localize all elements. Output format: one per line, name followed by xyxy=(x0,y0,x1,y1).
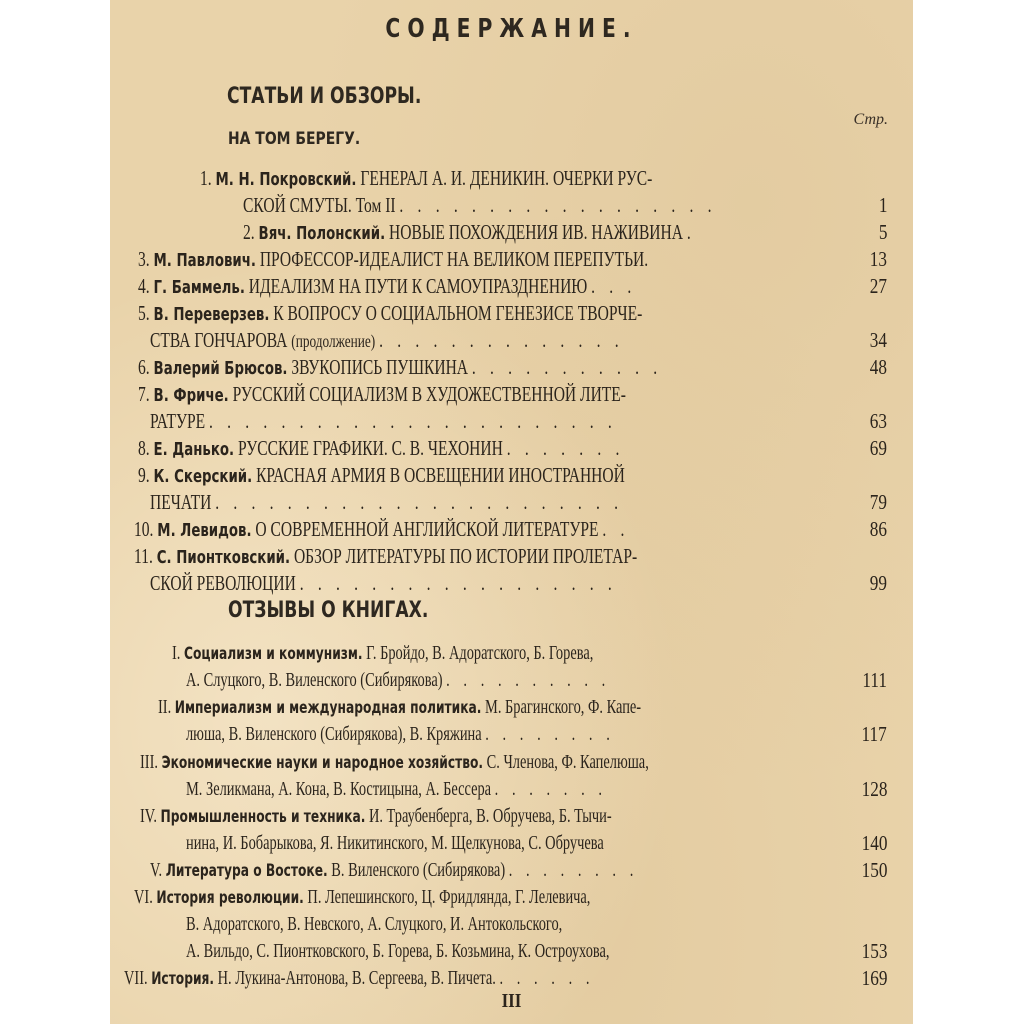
entry-number: 5. xyxy=(138,301,150,325)
toc-entry-7-cont xyxy=(110,408,913,434)
entry-topic: Империализм и международная политика. xyxy=(174,698,482,718)
toc-entry-3 xyxy=(110,246,913,272)
entry-number: VI. xyxy=(134,886,153,908)
review-entry-3-cont xyxy=(110,776,913,802)
page-number: III xyxy=(501,990,522,1012)
leader-dots: . . . . . . . xyxy=(506,436,625,460)
book-page xyxy=(110,0,913,1024)
entry-title: ОБЗОР ЛИТЕРАТУРЫ ПО ИСТОРИИ ПРОЛЕТАР- xyxy=(293,544,638,568)
entry-topic: Экономические науки и народное хозяйство. xyxy=(161,753,484,773)
entry-page: 13 xyxy=(869,247,887,271)
entry-topic: Литература о Востоке. xyxy=(165,861,328,881)
leader-dots: . . . . . . . . . . . . . . xyxy=(379,328,624,352)
entry-page: 111 xyxy=(862,668,887,692)
review-entry-1 xyxy=(110,640,913,666)
entry-number: 7. xyxy=(138,382,150,406)
entry-author: Валерий Брюсов. xyxy=(153,358,288,379)
entry-page: 153 xyxy=(861,939,887,963)
toc-entry-9-cont xyxy=(110,489,913,515)
entry-topic: История революции. xyxy=(156,888,304,908)
entry-page: 27 xyxy=(869,274,887,298)
entry-author: Е. Данько. xyxy=(153,439,235,460)
entry-authors-cont: А. Слуцкого, В. Виленского (Сибирякова) xyxy=(186,669,443,691)
entry-author: С. Пионтковский. xyxy=(156,547,291,568)
entry-page: 86 xyxy=(869,517,887,541)
review-entry-4-cont xyxy=(110,830,913,856)
toc-entry-11-cont xyxy=(110,570,913,596)
subsection-heading: НА ТОМ БЕРЕГУ. xyxy=(228,129,361,149)
entry-author: М. Левидов. xyxy=(157,520,252,541)
review-entry-6-cont2 xyxy=(110,938,913,964)
toc-entry-2 xyxy=(110,219,913,245)
toc-entry-6 xyxy=(110,354,913,380)
entry-author: М. Павлович. xyxy=(153,250,256,271)
entry-title: РУССКИЙ СОЦИАЛИЗМ В ХУДОЖЕСТВЕННОЙ ЛИТЕ- xyxy=(232,382,626,406)
entry-title-cont: СКОЙ РЕВОЛЮЦИИ xyxy=(150,571,296,595)
entry-topic: Социализм и коммунизм. xyxy=(184,644,363,664)
entry-page: 79 xyxy=(869,490,887,514)
entry-authors-cont: А. Вильдо, С. Пионтковского, Б. Горева, Б. Козьмина, К. Остроухова, xyxy=(186,940,610,962)
entry-authors-cont: М. Зеликмана, А. Кона, В. Костицына, А. Бессера xyxy=(186,778,492,800)
entry-authors: В. Виленского (Сибирякова) xyxy=(331,859,506,881)
toc-entry-10 xyxy=(110,516,913,542)
toc-entry-4 xyxy=(110,273,913,299)
entry-number: V. xyxy=(150,859,163,881)
leader-dots: . . . . . . xyxy=(499,967,595,989)
entry-number: 4. xyxy=(138,274,150,298)
entry-topic: История. xyxy=(151,969,215,989)
page-column-label: Стр. xyxy=(853,111,888,128)
entry-page: 5 xyxy=(878,220,887,244)
toc-entry-5 xyxy=(110,300,913,326)
toc-entry-11 xyxy=(110,543,913,569)
entry-number: IV. xyxy=(140,805,157,827)
entry-page: 117 xyxy=(861,722,887,746)
leader-dots: . . . . . . . . . . . . . . . . . . . . . . . xyxy=(209,409,617,433)
entry-author: М. Н. Покровский. xyxy=(215,169,357,190)
entry-title: К ВОПРОСУ О СОЦИАЛЬНОМ ГЕНЕЗИСЕ ТВОРЧЕ- xyxy=(273,301,643,325)
review-entry-2-cont xyxy=(110,721,913,747)
entry-title: ГЕНЕРАЛ А. И. ДЕНИКИН. ОЧЕРКИ РУС- xyxy=(360,166,653,190)
entry-title-cont: СКОЙ СМУТЫ. Том II xyxy=(243,193,396,217)
section-heading-reviews: ОТЗЫВЫ О КНИГАХ. xyxy=(228,598,429,623)
toc-entry-8 xyxy=(110,435,913,461)
review-entry-4 xyxy=(110,803,913,829)
entry-note: (продолжение) xyxy=(291,331,376,351)
entry-number: VII. xyxy=(124,967,148,989)
leader-dots: . . . . . . . . . . . . . . . . . . xyxy=(399,193,717,217)
entry-authors: М. Брагинского, Ф. Капе- xyxy=(485,696,642,718)
review-entry-6 xyxy=(110,884,913,910)
entry-page: 150 xyxy=(861,858,887,882)
review-entry-2 xyxy=(110,694,913,720)
entry-number: II. xyxy=(158,696,172,718)
entry-number: 8. xyxy=(138,436,150,460)
entry-page: 34 xyxy=(869,328,887,352)
entry-author: В. Фриче. xyxy=(153,385,229,406)
entry-page: 140 xyxy=(861,831,887,855)
entry-title: ИДЕАЛИЗМ НА ПУТИ К САМОУПРАЗДНЕНИЮ xyxy=(248,274,588,298)
entry-authors: Н. Лукина-Антонова, В. Сергеева, В. Пичета. xyxy=(217,967,496,989)
entry-page: 48 xyxy=(869,355,887,379)
entry-author: В. Переверзев. xyxy=(153,304,270,325)
entry-number: 9. xyxy=(138,463,150,487)
leader-dots: . xyxy=(686,220,696,244)
entry-authors-cont: В. Адоратского, В. Невского, А. Слуцкого, И. Антокольского, xyxy=(186,913,563,935)
section-heading-articles: СТАТЬИ И ОБЗОРЫ. xyxy=(227,84,422,109)
entry-page: 128 xyxy=(861,777,887,801)
leader-dots: . . . . . . . . xyxy=(508,859,639,881)
leader-dots: . . . xyxy=(591,274,637,298)
review-entry-7 xyxy=(110,965,913,991)
entry-title: ЗВУКОПИСЬ ПУШКИНА xyxy=(291,355,469,379)
leader-dots: . . . . . . . . . . . . . . . . . . xyxy=(299,571,617,595)
toc-entry-7 xyxy=(110,381,913,407)
page-title: СОДЕРЖАНИЕ. xyxy=(385,14,638,44)
entry-number: 3. xyxy=(138,247,150,271)
entry-author: К. Скерский. xyxy=(153,466,253,487)
toc-entry-5-cont xyxy=(110,327,913,353)
entry-number: 11. xyxy=(134,544,153,568)
entry-number: 6. xyxy=(138,355,150,379)
leader-dots: . . . . . . . . . . . . . . . . . . . . . . . xyxy=(215,490,624,514)
entry-page: 99 xyxy=(869,571,887,595)
leader-dots: . . xyxy=(602,517,630,541)
entry-authors: П. Лепешинского, Ц. Фридлянда, Г. Лелевича, xyxy=(307,886,591,908)
entry-authors-cont: нина, И. Бобарыкова, Я. Никитинского, М. Щелкунова, С. Обручева xyxy=(186,832,604,854)
entry-topic: Промышленность и техника. xyxy=(160,807,366,827)
entry-authors: С. Членова, Ф. Капелюша, xyxy=(486,751,649,773)
leader-dots: . . . . . . . . . . . xyxy=(471,355,663,379)
entry-number: I. xyxy=(172,642,181,664)
entry-page: 169 xyxy=(861,966,887,990)
entry-title: НОВЫЕ ПОХОЖДЕНИЯ ИВ. НАЖИВИНА xyxy=(389,220,683,244)
entry-title-cont: СТВА ГОНЧАРОВА xyxy=(150,328,288,352)
entry-page: 1 xyxy=(878,193,887,217)
entry-number: 10. xyxy=(134,517,154,541)
review-entry-6-cont xyxy=(110,911,913,937)
entry-title: О СОВРЕМЕННОЙ АНГЛИЙСКОЙ ЛИТЕРАТУРЕ xyxy=(255,517,599,541)
entry-title: ПРОФЕССОР-ИДЕАЛИСТ НА ВЕЛИКОМ ПЕРЕПУТЬИ. xyxy=(259,247,649,271)
entry-authors-cont: люша, В. Виленского (Сибирякова), В. Кряжина xyxy=(186,723,482,745)
entry-page: 69 xyxy=(869,436,887,460)
entry-authors: Г. Бройдо, В. Адоратского, Б. Горева, xyxy=(366,642,594,664)
entry-authors: И. Траубенберга, В. Обручева, Б. Тычи- xyxy=(368,805,612,827)
entry-number: III. xyxy=(140,751,158,773)
review-entry-3 xyxy=(110,749,913,775)
review-entry-5 xyxy=(110,857,913,883)
leader-dots: . . . . . . . . . . xyxy=(446,669,611,691)
entry-title-cont: ПЕЧАТИ xyxy=(150,490,212,514)
review-entry-1-cont xyxy=(110,667,913,693)
entry-author: Г. Баммель. xyxy=(153,277,245,298)
leader-dots: . . . . . . . xyxy=(494,778,607,800)
toc-entry-1 xyxy=(110,165,913,191)
entry-number: 2. xyxy=(243,220,255,244)
leader-dots: . . . . . . . . xyxy=(485,723,615,745)
entry-title-cont: РАТУРЕ xyxy=(150,409,206,433)
entry-number: 1. xyxy=(200,166,212,190)
toc-entry-9 xyxy=(110,462,913,488)
entry-author: Вяч. Полонский. xyxy=(258,223,386,244)
entry-page: 63 xyxy=(869,409,887,433)
entry-title: КРАСНАЯ АРМИЯ В ОСВЕЩЕНИИ ИНОСТРАННОЙ xyxy=(256,463,625,487)
toc-entry-1-cont xyxy=(110,192,913,218)
entry-title: РУССКИЕ ГРАФИКИ. С. В. ЧЕХОНИН xyxy=(237,436,503,460)
